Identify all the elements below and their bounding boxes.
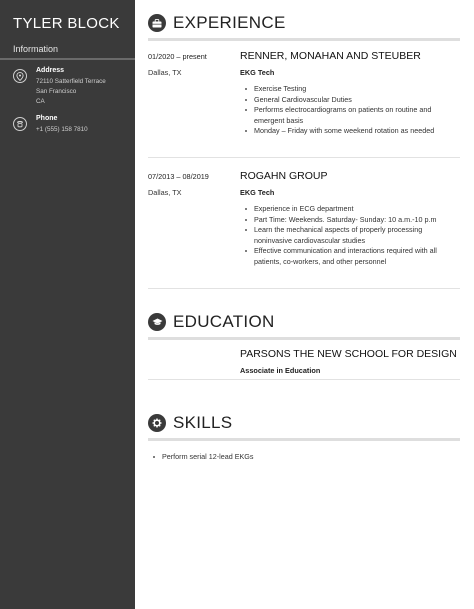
phone-label: Phone	[36, 115, 58, 122]
sidebar	[0, 0, 135, 609]
address-label: Address	[36, 67, 65, 74]
job-1-location: Dallas, TX	[148, 68, 182, 77]
list-item: Exercise Testing	[240, 84, 460, 95]
gear-icon	[148, 414, 166, 432]
list-item: Learn the mechanical aspects of properly processing	[240, 225, 460, 236]
list-item: Part Time: Weekends. Saturday- Sunday: 10 a.m.-10 p.m	[240, 215, 460, 226]
education-title: EDUCATION	[173, 312, 275, 331]
address-line-3: CA	[36, 98, 45, 105]
list-item: General Cardiovascular Duties	[240, 95, 460, 106]
job-2-dates: 07/2013 – 08/2019	[148, 172, 209, 181]
map-pin-icon	[13, 69, 27, 83]
list-item-continuation: emergent basis	[254, 115, 304, 125]
address-value	[36, 77, 106, 107]
list-item: Perform serial 12-lead EKGs	[148, 452, 448, 463]
phone-value: +1 (555) 158 7810	[36, 126, 88, 133]
job-1-company: RENNER, MONAHAN AND STEUBER	[240, 50, 421, 62]
experience-title: EXPERIENCE	[173, 13, 286, 32]
job-2-location: Dallas, TX	[148, 188, 182, 197]
address-line-1: 72110 Satterfield Terrace	[36, 78, 106, 85]
list-item-continuation: noninvasive cardiovascular studies	[254, 235, 366, 245]
degree: Associate in Education	[240, 366, 321, 375]
graduation-cap-icon	[148, 313, 166, 331]
list-item: Experience in ECG department	[240, 204, 460, 215]
list-item-continuation: patients, co-workers, and other personnel	[254, 256, 387, 266]
skills-title: SKILLS	[173, 413, 233, 432]
briefcase-icon	[148, 14, 166, 32]
sidebar-divider	[0, 58, 135, 60]
education-rule	[148, 337, 460, 340]
list-item: Monday – Friday with some weekend rotation as needed	[240, 126, 460, 137]
job-2-role: EKG Tech	[240, 188, 275, 197]
list-item: Performs electrocardiograms on patients on routine and	[240, 105, 460, 116]
education-divider	[148, 379, 460, 380]
job-2-company: ROGAHN GROUP	[240, 170, 328, 182]
skills-rule	[148, 438, 460, 441]
job-1-dates: 01/2020 – present	[148, 52, 207, 61]
skills-list	[148, 452, 448, 463]
job-2-bullets	[240, 204, 460, 267]
address-line-2: San Francisco	[36, 88, 77, 95]
list-item: Effective communication and interactions required with all	[240, 246, 460, 257]
school-name: PARSONS THE NEW SCHOOL FOR DESIGN	[240, 348, 457, 360]
information-heading: Information	[13, 44, 59, 54]
job-divider	[148, 288, 460, 289]
phone-icon	[13, 117, 27, 131]
job-1-bullets	[240, 84, 460, 137]
experience-rule	[148, 38, 460, 41]
job-divider	[148, 157, 460, 158]
job-1-role: EKG Tech	[240, 68, 275, 77]
candidate-name: TYLER BLOCK	[13, 15, 120, 32]
